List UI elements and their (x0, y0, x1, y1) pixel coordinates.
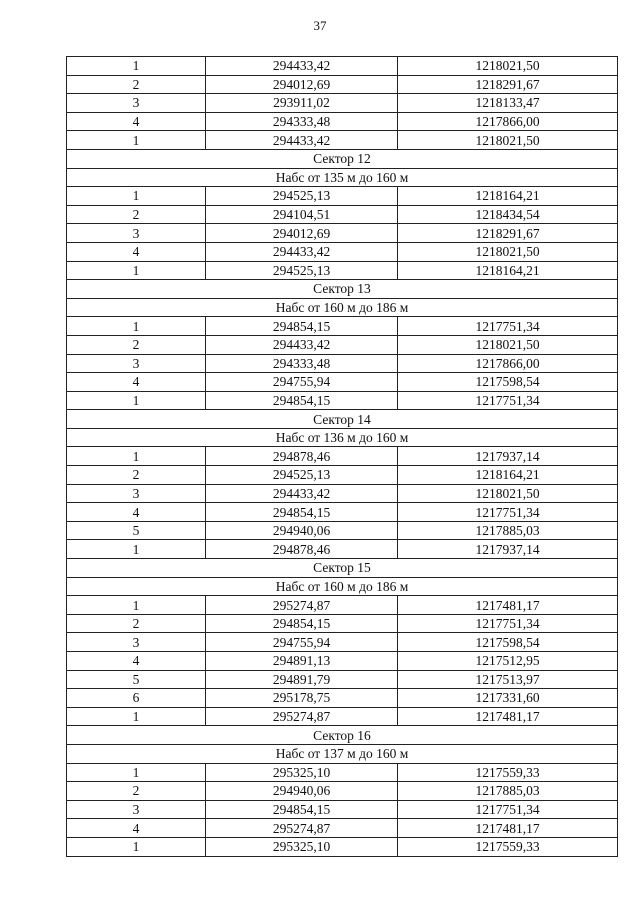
y-coordinate-cell: 1217751,34 (398, 614, 618, 633)
y-coordinate-cell: 1217512,95 (398, 652, 618, 671)
x-coordinate-cell: 295274,87 (206, 707, 398, 726)
x-coordinate-cell: 294333,48 (206, 354, 398, 373)
x-coordinate-cell: 294891,79 (206, 670, 398, 689)
point-number-cell: 3 (67, 94, 206, 113)
point-number-cell: 1 (67, 187, 206, 206)
y-coordinate-cell: 1217481,17 (398, 707, 618, 726)
y-coordinate-cell: 1217885,03 (398, 782, 618, 801)
table-row (67, 521, 618, 540)
y-coordinate-cell: 1217559,33 (398, 837, 618, 856)
sector-header-cell: Набс от 136 м до 160 м (67, 428, 618, 447)
point-number-cell: 4 (67, 112, 206, 131)
y-coordinate-cell: 1217751,34 (398, 317, 618, 336)
table-row (67, 131, 618, 150)
y-coordinate-cell: 1218291,67 (398, 75, 618, 94)
point-number-cell: 2 (67, 466, 206, 485)
table-row (67, 94, 618, 113)
x-coordinate-cell: 294012,69 (206, 224, 398, 243)
table-row (67, 261, 618, 280)
table-row (67, 242, 618, 261)
x-coordinate-cell: 294878,46 (206, 447, 398, 466)
coordinates-table (66, 56, 618, 857)
table-row (67, 373, 618, 392)
table-row (67, 503, 618, 522)
y-coordinate-cell: 1217866,00 (398, 354, 618, 373)
table-row (67, 335, 618, 354)
sector-header-row (67, 726, 618, 745)
point-number-cell: 5 (67, 670, 206, 689)
table-row (67, 187, 618, 206)
table-row (67, 689, 618, 708)
table-row (67, 75, 618, 94)
y-coordinate-cell: 1217559,33 (398, 763, 618, 782)
point-number-cell: 1 (67, 763, 206, 782)
point-number-cell: 2 (67, 782, 206, 801)
table-row (67, 540, 618, 559)
x-coordinate-cell: 294854,15 (206, 800, 398, 819)
x-coordinate-cell: 294433,42 (206, 335, 398, 354)
y-coordinate-cell: 1217331,60 (398, 689, 618, 708)
sector-header-row (67, 168, 618, 187)
point-number-cell: 3 (67, 484, 206, 503)
y-coordinate-cell: 1217751,34 (398, 800, 618, 819)
sector-header-cell: Сектор 13 (67, 280, 618, 299)
x-coordinate-cell: 295178,75 (206, 689, 398, 708)
x-coordinate-cell: 294433,42 (206, 131, 398, 150)
sector-header-cell: Сектор 14 (67, 410, 618, 429)
table-row (67, 354, 618, 373)
sector-header-cell: Сектор 16 (67, 726, 618, 745)
table-row (67, 652, 618, 671)
y-coordinate-cell: 1217481,17 (398, 819, 618, 838)
point-number-cell: 2 (67, 335, 206, 354)
y-coordinate-cell: 1218164,21 (398, 261, 618, 280)
x-coordinate-cell: 294891,13 (206, 652, 398, 671)
y-coordinate-cell: 1217866,00 (398, 112, 618, 131)
x-coordinate-cell: 294104,51 (206, 205, 398, 224)
point-number-cell: 3 (67, 800, 206, 819)
table-row (67, 484, 618, 503)
sector-header-row (67, 577, 618, 596)
table-row (67, 837, 618, 856)
point-number-cell: 4 (67, 503, 206, 522)
sector-header-cell: Сектор 15 (67, 559, 618, 578)
sector-header-row (67, 559, 618, 578)
table-row (67, 205, 618, 224)
y-coordinate-cell: 1218021,50 (398, 484, 618, 503)
sector-header-cell: Набс от 160 м до 186 м (67, 577, 618, 596)
point-number-cell: 2 (67, 205, 206, 224)
x-coordinate-cell: 294525,13 (206, 261, 398, 280)
table-row (67, 614, 618, 633)
point-number-cell: 2 (67, 75, 206, 94)
y-coordinate-cell: 1217598,54 (398, 373, 618, 392)
x-coordinate-cell: 294940,06 (206, 521, 398, 540)
x-coordinate-cell: 294854,15 (206, 503, 398, 522)
x-coordinate-cell: 294433,42 (206, 484, 398, 503)
x-coordinate-cell: 293911,02 (206, 94, 398, 113)
table-row (67, 57, 618, 76)
point-number-cell: 1 (67, 131, 206, 150)
x-coordinate-cell: 295274,87 (206, 596, 398, 615)
x-coordinate-cell: 294940,06 (206, 782, 398, 801)
x-coordinate-cell: 294755,94 (206, 373, 398, 392)
y-coordinate-cell: 1217751,34 (398, 503, 618, 522)
table-row (67, 112, 618, 131)
table-row (67, 819, 618, 838)
point-number-cell: 3 (67, 354, 206, 373)
y-coordinate-cell: 1218164,21 (398, 187, 618, 206)
point-number-cell: 5 (67, 521, 206, 540)
y-coordinate-cell: 1218021,50 (398, 131, 618, 150)
x-coordinate-cell: 294433,42 (206, 57, 398, 76)
x-coordinate-cell: 295325,10 (206, 837, 398, 856)
table-row (67, 782, 618, 801)
table-row (67, 633, 618, 652)
point-number-cell: 1 (67, 540, 206, 559)
point-number-cell: 1 (67, 261, 206, 280)
table-row (67, 596, 618, 615)
table-row (67, 670, 618, 689)
x-coordinate-cell: 294854,15 (206, 614, 398, 633)
point-number-cell: 1 (67, 57, 206, 76)
point-number-cell: 4 (67, 652, 206, 671)
x-coordinate-cell: 294755,94 (206, 633, 398, 652)
y-coordinate-cell: 1217513,97 (398, 670, 618, 689)
sector-header-cell: Набс от 137 м до 160 м (67, 744, 618, 763)
x-coordinate-cell: 295325,10 (206, 763, 398, 782)
y-coordinate-cell: 1217885,03 (398, 521, 618, 540)
sector-header-row (67, 149, 618, 168)
point-number-cell: 2 (67, 614, 206, 633)
point-number-cell: 4 (67, 373, 206, 392)
sector-header-cell: Набс от 135 м до 160 м (67, 168, 618, 187)
page-number: 37 (313, 18, 327, 33)
table-row (67, 800, 618, 819)
y-coordinate-cell: 1217598,54 (398, 633, 618, 652)
table-row (67, 466, 618, 485)
point-number-cell: 1 (67, 391, 206, 410)
point-number-cell: 4 (67, 242, 206, 261)
point-number-cell: 3 (67, 633, 206, 652)
x-coordinate-cell: 295274,87 (206, 819, 398, 838)
x-coordinate-cell: 294525,13 (206, 466, 398, 485)
y-coordinate-cell: 1217481,17 (398, 596, 618, 615)
point-number-cell: 1 (67, 837, 206, 856)
table-row (67, 447, 618, 466)
y-coordinate-cell: 1217937,14 (398, 447, 618, 466)
sector-header-row (67, 744, 618, 763)
point-number-cell: 1 (67, 596, 206, 615)
table-row (67, 707, 618, 726)
point-number-cell: 1 (67, 317, 206, 336)
y-coordinate-cell: 1218291,67 (398, 224, 618, 243)
table-row (67, 391, 618, 410)
x-coordinate-cell: 294333,48 (206, 112, 398, 131)
sector-header-cell: Набс от 160 м до 186 м (67, 298, 618, 317)
sector-header-row (67, 428, 618, 447)
y-coordinate-cell: 1218164,21 (398, 466, 618, 485)
point-number-cell: 3 (67, 224, 206, 243)
x-coordinate-cell: 294525,13 (206, 187, 398, 206)
x-coordinate-cell: 294878,46 (206, 540, 398, 559)
y-coordinate-cell: 1218133,47 (398, 94, 618, 113)
table-row (67, 317, 618, 336)
sector-header-row (67, 298, 618, 317)
x-coordinate-cell: 294012,69 (206, 75, 398, 94)
table-row (67, 224, 618, 243)
point-number-cell: 6 (67, 689, 206, 708)
point-number-cell: 1 (67, 447, 206, 466)
y-coordinate-cell: 1218021,50 (398, 335, 618, 354)
y-coordinate-cell: 1218021,50 (398, 57, 618, 76)
x-coordinate-cell: 294854,15 (206, 391, 398, 410)
y-coordinate-cell: 1218021,50 (398, 242, 618, 261)
point-number-cell: 4 (67, 819, 206, 838)
y-coordinate-cell: 1218434,54 (398, 205, 618, 224)
sector-header-row (67, 410, 618, 429)
y-coordinate-cell: 1217751,34 (398, 391, 618, 410)
table-row (67, 763, 618, 782)
x-coordinate-cell: 294854,15 (206, 317, 398, 336)
coordinates-table-body (67, 57, 618, 857)
sector-header-cell: Сектор 12 (67, 149, 618, 168)
sector-header-row (67, 280, 618, 299)
point-number-cell: 1 (67, 707, 206, 726)
y-coordinate-cell: 1217937,14 (398, 540, 618, 559)
x-coordinate-cell: 294433,42 (206, 242, 398, 261)
